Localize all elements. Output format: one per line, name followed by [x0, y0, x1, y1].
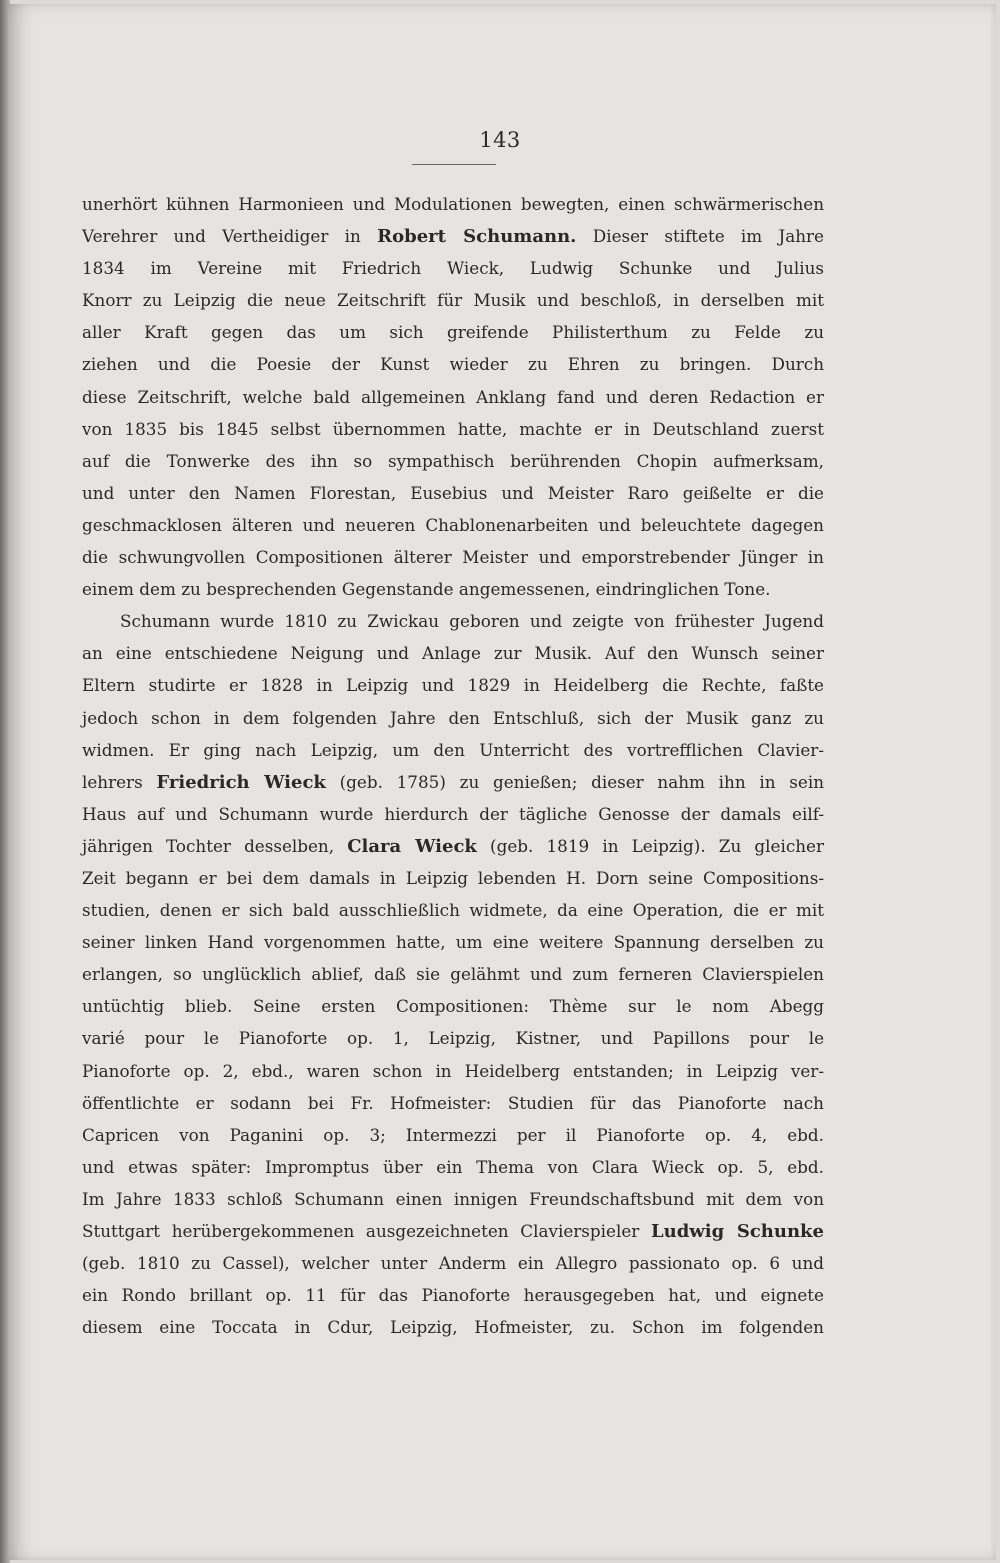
text-line: (geb. 1810 zu Cassel), welcher unter Anderm ein Allegro passionato op. 6 und [82, 1253, 824, 1274]
page-number: 143 [479, 128, 521, 152]
text-line: seiner linken Hand vorgenommen hatte, um eine weitere Spannung derselben zu [82, 932, 824, 953]
text-line: erlangen, so unglücklich ablief, daß sie gelähmt und zum ferneren Clavierspielen [82, 964, 824, 985]
text-line: Im Jahre 1833 schloß Schumann einen innigen Freundschaftsbund mit dem von [82, 1188, 824, 1209]
text-line: varié pour le Pianoforte op. 1, Leipzig, Kistner, und Papillons pour le [82, 1028, 824, 1049]
text-line: lehrers Friedrich Wieck (geb. 1785) zu genießen; dieser nahm ihn in sein [82, 771, 824, 793]
text-line: Haus auf und Schumann wurde hierdurch der tägliche Genosse der damals eilf- [82, 803, 824, 824]
emphasized-name: Friedrich Wieck [156, 771, 326, 793]
text-line: auf die Tonwerke des ihn so sympathisch berührenden Chopin aufmerksam, [82, 450, 824, 471]
emphasized-name: Robert Schumann. [377, 226, 577, 248]
text-line: jedoch schon in dem folgenden Jahre den Entschluß, sich der Musik ganz zu [82, 707, 824, 728]
text-line: Pianoforte op. 2, ebd., waren schon in Heidelberg entstanden; in Leipzig ver- [82, 1060, 824, 1081]
emphasized-name: Clara Wieck [347, 835, 477, 857]
text-line: an eine entschiedene Neigung und Anlage zur Musik. Auf den Wunsch seiner [82, 643, 824, 664]
text-line: untüchtig blieb. Seine ersten Compositionen: Thème sur le nom Abegg [82, 996, 824, 1017]
emphasized-name: Ludwig Schunke [650, 1221, 824, 1242]
text-line: von 1835 bis 1845 selbst übernommen hatte, machte er in Deutschland zuerst [82, 418, 824, 439]
text-line: Zeit begann er bei dem damals in Leipzig lebenden H. Dorn seine Compositions- [82, 867, 824, 888]
text-line: diesem eine Toccata in Cdur, Leipzig, Hofmeister, zu. Schon im folgenden [82, 1317, 824, 1338]
text-line: aller Kraft gegen das um sich greifende Philisterthum zu Felde zu [82, 322, 824, 343]
text-line: öffentlichte er sodann bei Fr. Hofmeister: Studien für das Pianoforte nach [82, 1092, 824, 1113]
text-line: jährigen Tochter desselben, Clara Wieck (geb. 1819 in Leipzig). Zu gleicher [82, 835, 824, 857]
text-line: ziehen und die Poesie der Kunst wieder zu Ehren zu bringen. Durch [82, 354, 824, 375]
text-line: 1834 im Vereine mit Friedrich Wieck, Ludwig Schunke und Julius [82, 258, 824, 279]
text-line: widmen. Er ging nach Leipzig, um den Unterricht des vortrefflichen Clavier- [82, 739, 824, 760]
text-line: Eltern studirte er 1828 in Leipzig und 1829 in Heidelberg die Rechte, faßte [82, 675, 824, 696]
header-rule [412, 164, 496, 165]
text-line: Capricen von Paganini op. 3; Intermezzi per il Pianoforte op. 4, ebd. [82, 1124, 824, 1145]
text-line: Verehrer und Vertheidiger in Robert Schumann. Dieser stiftete im Jahre [82, 226, 824, 248]
text-line: einem dem zu besprechenden Gegenstande angemessenen, eindringlichen Tone. [82, 579, 771, 600]
text-line: Knorr zu Leipzig die neue Zeitschrift für Musik und beschloß, in derselben mit [82, 290, 824, 311]
text-line: und unter den Namen Florestan, Eusebius und Meister Raro geißelte er die [82, 482, 824, 503]
text-line: studien, denen er sich bald ausschließlich widmete, da eine Operation, die er mit [82, 900, 824, 921]
body-text [82, 188, 824, 1343]
text-line: und etwas später: Impromptus über ein Thema von Clara Wieck op. 5, ebd. [82, 1156, 824, 1177]
text-line: ein Rondo brillant op. 11 für das Pianoforte herausgegeben hat, und eignete [82, 1285, 824, 1306]
text-line: Stuttgart herübergekommenen ausgezeichneten Clavierspieler Ludwig Schunke [82, 1221, 824, 1242]
text-line: die schwungvollen Compositionen älterer Meister und emporstrebender Jünger in [82, 547, 824, 568]
text-line: diese Zeitschrift, welche bald allgemeinen Anklang fand und deren Redaction er [82, 386, 824, 407]
text-line: geschmacklosen älteren und neueren Chablonenarbeiten und beleuchtete dagegen [82, 514, 824, 535]
text-line: Schumann wurde 1810 zu Zwickau geboren und zeigte von frühester Jugend [120, 611, 824, 632]
text-line: unerhört kühnen Harmonieen und Modulationen bewegten, einen schwärmerischen [82, 194, 824, 214]
